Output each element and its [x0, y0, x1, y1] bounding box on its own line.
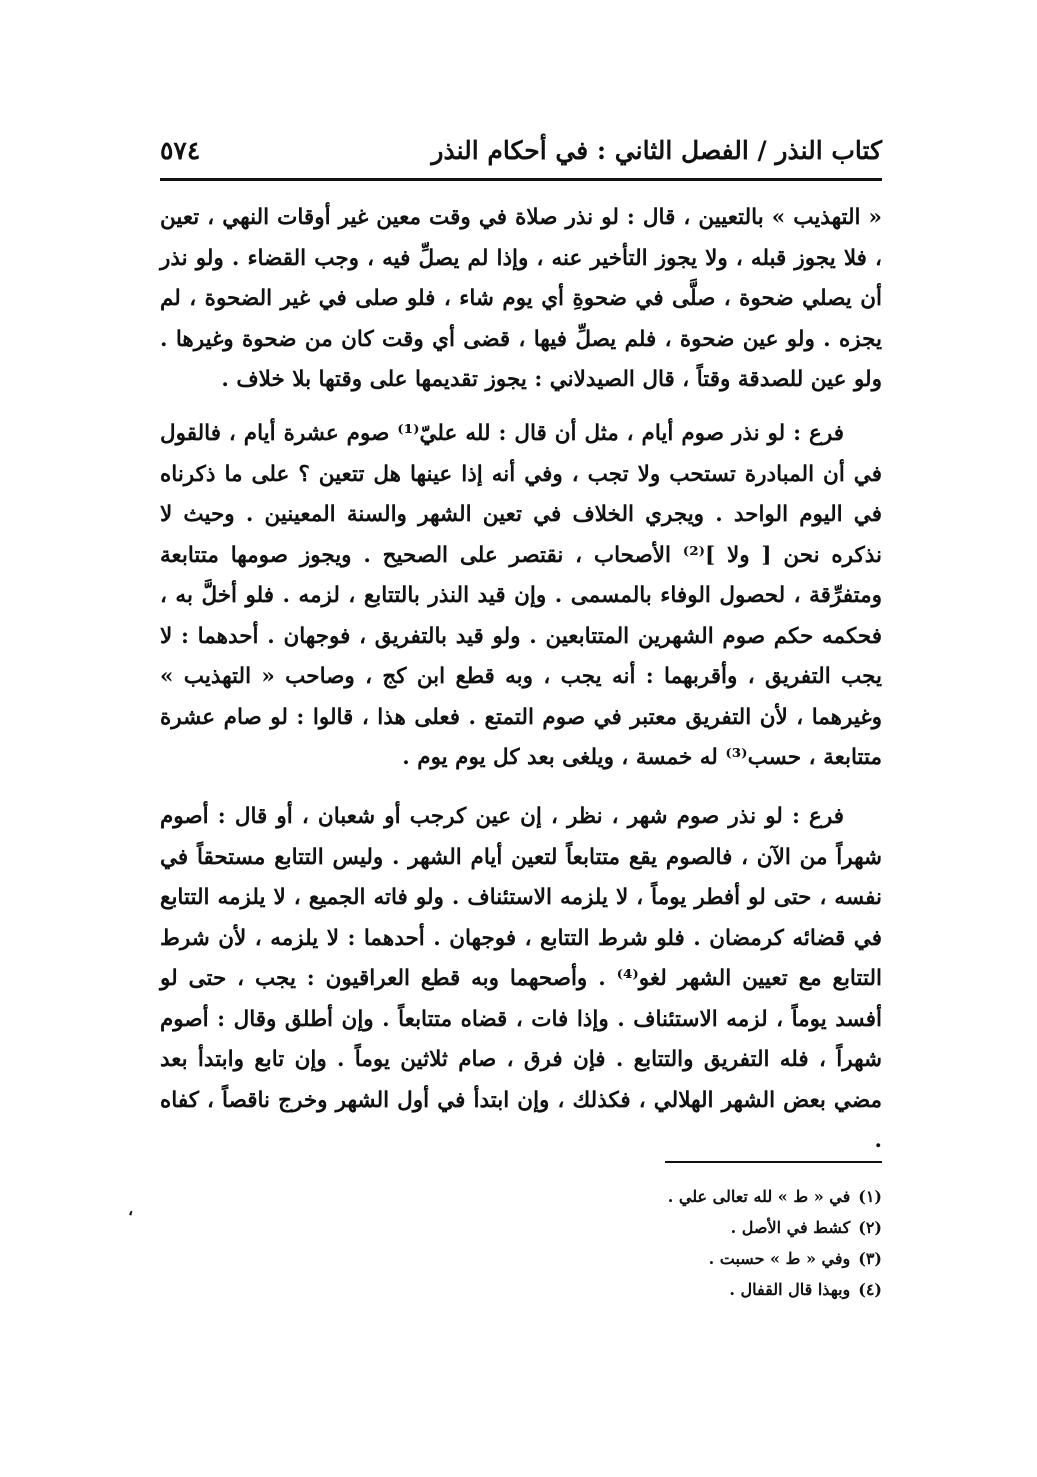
- chapter-title: كتاب النذر / الفصل الثاني : في أحكام النذر: [431, 136, 882, 165]
- header-divider: [160, 178, 882, 181]
- footnote-marker: (٣): [858, 1249, 882, 1268]
- footnote-text: وفي « ط » حسبت .: [708, 1249, 851, 1268]
- footnote-text: في « ط » لله تعالى علي .: [667, 1187, 851, 1206]
- page-number: ٥٧٤: [160, 136, 201, 165]
- footnote-item: [500, 1181, 882, 1212]
- footnote-item: [500, 1243, 882, 1274]
- margin-mark: ،: [128, 1200, 134, 1219]
- footnote-text: وبهذا قال القفال .: [729, 1280, 851, 1299]
- footnote-marker: (١): [858, 1187, 882, 1206]
- footnote-text: كشط في الأصل .: [730, 1218, 851, 1237]
- footnote-item: [500, 1274, 882, 1305]
- running-header: [160, 136, 882, 176]
- footnote-item: [500, 1212, 882, 1243]
- paragraph: فرع : لو نذر صوم شهر ، نظر ، إن عين كرجب أو شعبان ، أو قال : أصوم شهراً من الآن ، فالصوم يقع متتابعاً لتعين أيام الشهر . وليس التتابع مستحقاً في نفسه ، حتى لو أفطر يوماً ، لا يلزمه الاستئناف . ولو فاته الجميع ، لا يلزمه التتابع في قضائه كرمضان . فلو شرط التتابع ، فوجهان . أحدهما : لا يلزمه ، لأن شرط التتابع مع تعيين الشهر لغو⁽⁴⁾ . وأصحهما وبه قطع العراقيون : يجب ، حتى لو أفسد يوماً ، لزمه الاستئناف . وإذا فات ، قضاه متتابعاً . وإن أطلق وقال : أصوم شهراً ، فله التفريق والتتابع . فإن فرق ، صام ثلاثين يوماً . وإن تابع وابتدأ بعد مضي بعض الشهر الهلالي ، فكذلك ، وإن ابتدأ في أول الشهر وخرج ناقصاً ، كفاه .: [160, 804, 882, 1153]
- footnote-marker: (٤): [858, 1280, 882, 1299]
- paragraph: فرع : لو نذر صوم أيام ، مثل أن قال : لله عليّ⁽¹⁾ صوم عشرة أيام ، فالقول في أن المبادرة تستحب ولا تجب ، وفي أنه إذا عينها هل تتعين ؟ على ما ذكرناه في اليوم الواحد . ويجري الخلاف في تعين الشهر والسنة المعينين . وحيث لا نذكره نحن [ ولا ]⁽²⁾ الأصحاب ، نقتصر على الصحيح . ويجوز صومها متتابعة ومتفرِّقة ، لحصول الوفاء بالمسمى . وإن قيد النذر بالتتابع ، لزمه . فلو أخلَّ به ، فحكمه حكم صوم الشهرين المتتابعين . ولو قيد بالتفريق ، فوجهان . أحدهما : لا يجب التفريق ، وأقربهما : أنه يجب ، وبه قطع ابن كج ، وصاحب « التهذيب » وغيرهما ، لأن التفريق معتبر في صوم التمتع . فعلى هذا ، قالوا : لو صام عشرة متتابعة ، حسب⁽³⁾ له خمسة ، ويلغى بعد كل يوم يوم .: [160, 421, 882, 770]
- footnote-divider: [665, 1161, 882, 1163]
- paragraph: « التهذيب » بالتعيين ، قال : لو نذر صلاة في وقت معين غير أوقات النهي ، تعين ، فلا يجوز قبله ، ولا يجوز التأخير عنه ، وإذا لم يصلِّ فيه ، وجب القضاء . ولو نذر أن يصلي ضحوة ، صلَّى في ضحوةِ أي يوم شاء ، فلو صلى في غير الضحوة ، لم يجزه . ولو عين ضحوة ، فلم يصلِّ فيها ، قضى أي وقت كان من ضحوة وغيرها . ولو عين للصدقة وقتاً ، قال الصيدلاني : يجوز تقديمها على وقتها بلا خلاف .: [160, 205, 882, 392]
- footnote-marker: (٢): [858, 1218, 882, 1237]
- footnotes-list: [500, 1181, 882, 1305]
